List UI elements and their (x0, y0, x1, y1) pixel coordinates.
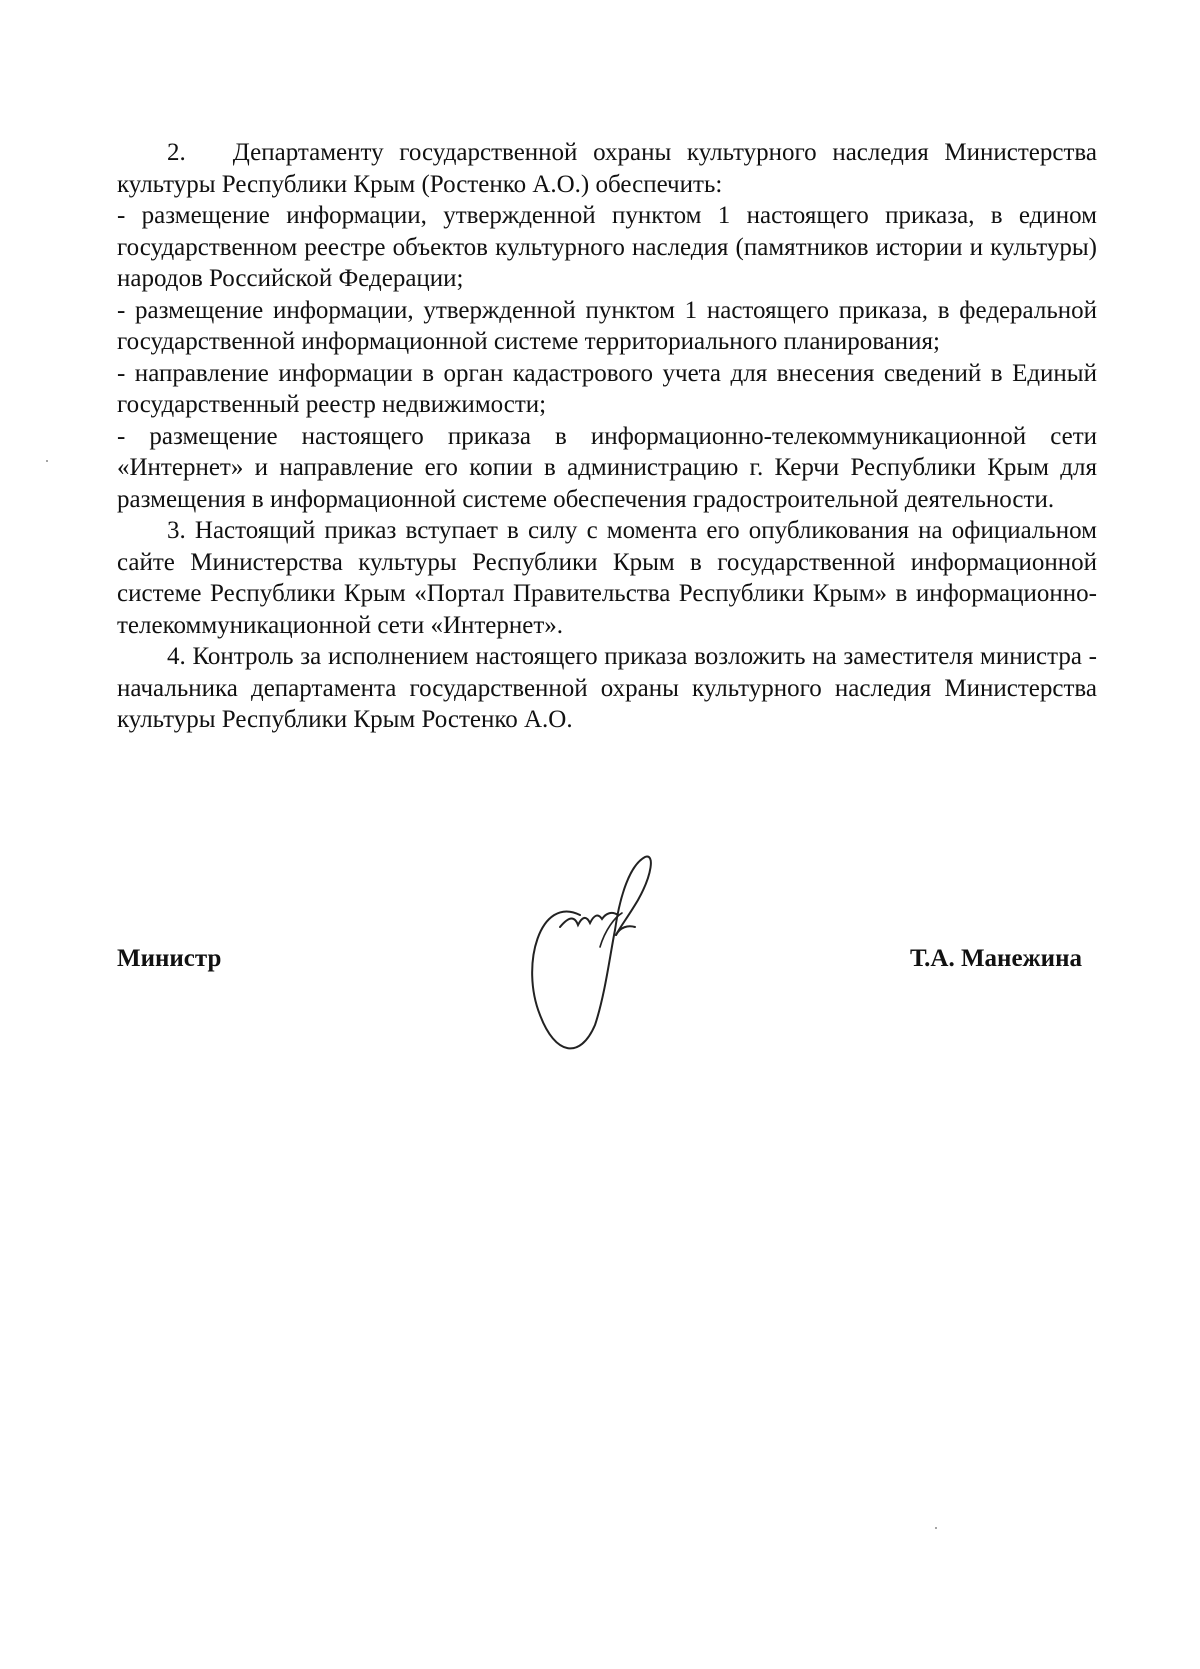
paragraph-2: 2. Департаменту государственной охраны культурного наследия Министерства культуры Республики Крым (Ростенко А.О.) обеспечить: (117, 139, 1097, 198)
signatory-title: Министр (117, 945, 222, 972)
list-item-planning-system: - размещение информации, утвержденной пунктом 1 настоящего приказа, в федеральной государственной информационной системе территориального планирования; (117, 296, 1097, 355)
signatory-name: Т.А. Манежина (909, 945, 1082, 972)
scan-speck (935, 1527, 937, 1529)
scan-speck (46, 460, 48, 462)
list-item-cadastre: - направление информации в орган кадастрового учета для внесения сведений в Единый государственный реестр недвижимости; (117, 359, 1097, 418)
document-body (117, 137, 1097, 736)
signature-block (117, 945, 1082, 985)
paragraph-3: 3. Настоящий приказ вступает в силу с момента его опубликования на официальном сайте Министерства культуры Республики Крым в государственной информационной системе Республики Крым «Портал Правительства Республики Крым» в информационно-телекоммуникационной сети «Интернет». (117, 517, 1097, 639)
list-item-registry: - размещение информации, утвержденной пунктом 1 настоящего приказа, в едином государственном реестре объектов культурного наследия (памятников истории и культуры) народов Российской Федерации; (117, 202, 1097, 292)
list-item-internet: - размещение настоящего приказа в информационно-телекоммуникационной сети «Интернет» и направление его копии в администрацию г. Керчи Республики Крым для размещения в информационной системе обеспечения градостроительной деятельности. (117, 422, 1097, 513)
paragraph-4: 4. Контроль за исполнением настоящего приказа возложить на заместителя министра - начальника департамента государственной охраны культурного наследия Министерства культуры Республики Крым Ростенко А.О. (117, 643, 1097, 733)
